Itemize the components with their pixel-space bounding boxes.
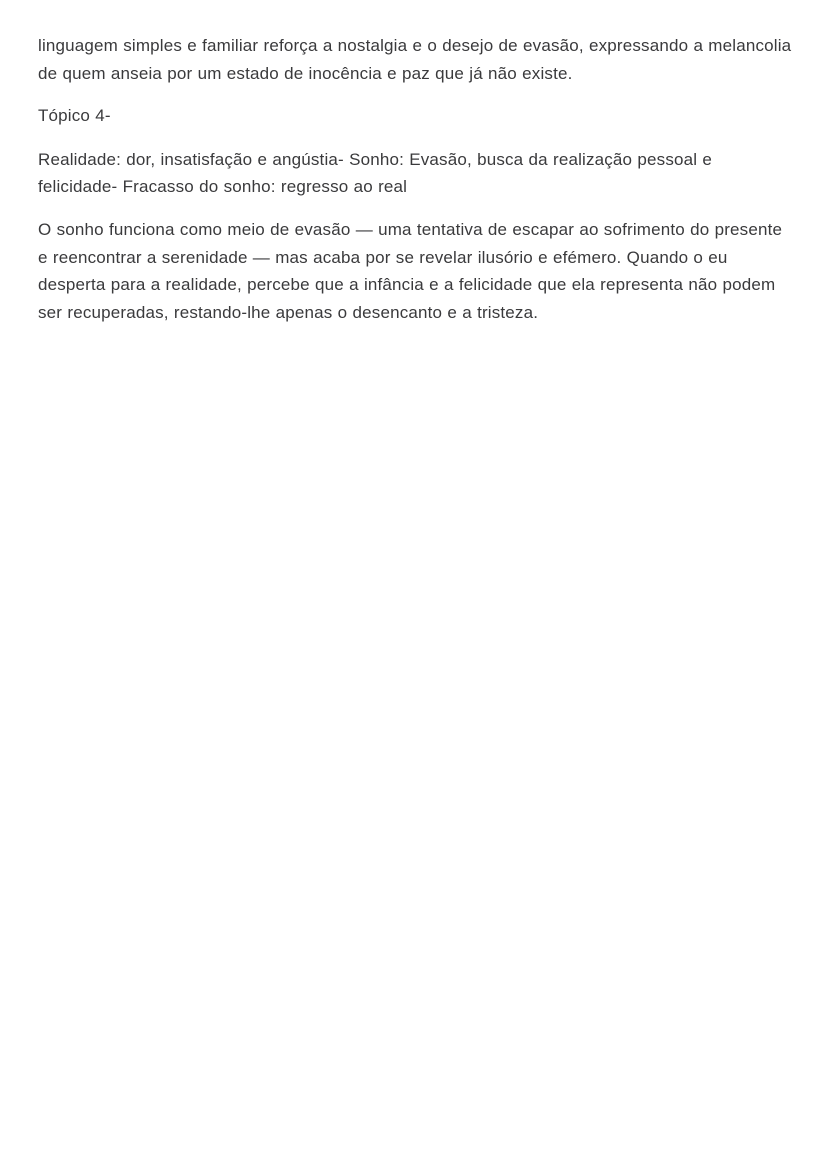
document-text-body — [38, 32, 794, 326]
paragraph-continuation: linguagem simples e familiar reforça a nostalgia e o desejo de evasão, expressando a melancolia de quem anseia por um estado de inocência e paz que já não existe. — [38, 36, 792, 83]
paragraph-topic-outline: Realidade: dor, insatisfação e angústia- Sonho: Evasão, busca da realização pessoal e felicidade- Fracasso do sonho: regresso ao real — [38, 149, 713, 197]
paragraph-topic-explanation: O sonho funciona como meio de evasão — uma tentativa de escapar ao sofrimento do presente e reencontrar a serenidade — mas acaba por se revelar ilusório e efémero. Quando o eu desperta para a realidade, percebe que a infância e a felicidade que ela representa não podem ser recuperadas, restando-lhe apenas o desencanto e a tristeza. — [38, 219, 783, 322]
paragraph-topic-label: Tópico 4- — [38, 106, 111, 126]
